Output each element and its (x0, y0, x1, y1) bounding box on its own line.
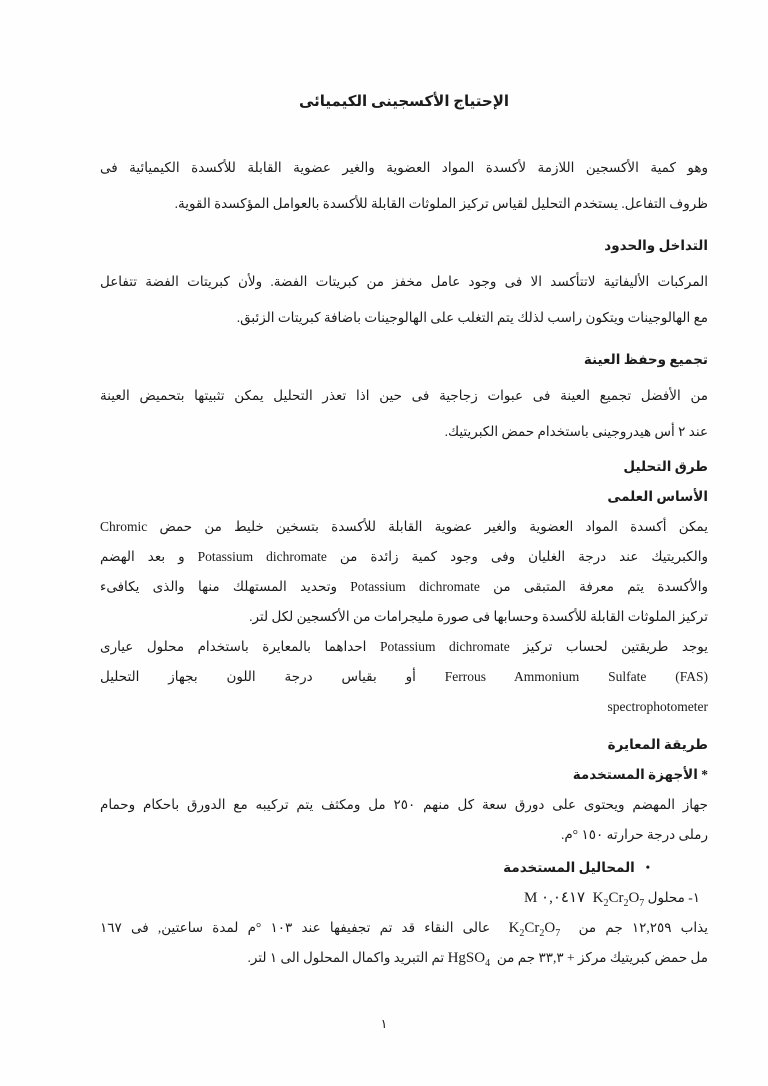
paragraph-line: يوجد طريقتين لحساب تركيز Potassium dichromate احداهما بالمعايرة باستخدام محلول عيارى (100, 639, 708, 654)
section-heading: طريقة المعايرة (607, 737, 708, 752)
paragraph (100, 913, 708, 973)
paragraph-line: جهاز المهضم ويحتوى على دورق سعة كل منهم ٢٥٠ مل ومكثف يتم تركيبه مع الدورق باحكام وحمام (100, 797, 708, 812)
paragraph (100, 512, 708, 632)
paragraph (100, 150, 708, 222)
chemical-formula: HgSO$_4$ (447, 950, 491, 969)
paragraph-line: عند ٢ أس هيدروجينى باستخدام حمض الكبريتيك. (444, 424, 708, 439)
paragraph (100, 264, 708, 336)
paragraph (100, 378, 708, 450)
paragraph-line: وهو كمية الأكسجين اللازمة لأكسدة المواد العضوية والغير عضوية القابلة للأكسدة الكيميائية فى (100, 160, 708, 175)
bullet-label: المحاليل المستخدمة (503, 860, 635, 875)
section-heading: طرق التحليل (623, 459, 708, 474)
chemical-formula: $K_2Cr_2O_7$ (508, 920, 561, 939)
section-heading: الأساس العلمى (607, 489, 708, 504)
paragraph-line: من الأفضل تجميع العينة فى عبوات زجاجية فى حين اذا تعذر التحليل يمكن تثبيتها بتحميض العينة (100, 388, 708, 403)
paragraph-line: Ferrous Ammonium Sulfate (FAS) أو بقياس درجة اللون بجهاز التحليل (100, 669, 708, 684)
paragraph-line: spectrophotometer (607, 699, 708, 714)
paragraph-line: رملى درجة حرارته ١٥٠ °م. (560, 827, 708, 842)
paragraph-line: ظروف التفاعل. يستخدم التحليل لقياس تركيز الملوثات القابلة للأكسدة بالعوامل المؤكسدة القوية. (174, 196, 708, 211)
section-heading: * الأجهزة المستخدمة (572, 767, 708, 782)
paragraph (100, 790, 708, 850)
bullet-list-item (100, 850, 708, 883)
paragraph-line: تركيز الملوثات القابلة للأكسدة وحسابها فى صورة مليجرامات من الأكسجين لكل لتر. (249, 609, 708, 624)
paragraph-line: يمكن أكسدة المواد العضوية والغير عضوية القابلة للأكسدة بتسخين خليط من حمض Chromic (100, 519, 708, 534)
paragraph-line: يذاب ١٢,٢٥٩ جم من $K_2Cr_2O_7$ عالى النقاء قد تم تجفيفها عند ١٠٣ °م لمدة ساعتين, فى ١٦٧ (100, 920, 708, 939)
document-content (100, 84, 708, 973)
paragraph-line: المركبات الأليفاتية لاتتأكسد الا فى وجود عامل مخفز من كبريتات الفضة. ولأن كبريتات الفضة تتفاعل (100, 274, 708, 289)
paragraph-line: مل حمض كبريتيك مركز + ٣٣,٣ جم من HgSO$_4$ تم التبريد واكمال المحلول الى ١ لتر. (247, 950, 708, 969)
chemical-formula: M ٠,٠٤١٧ $K_2Cr_2O_7$ (523, 890, 645, 909)
paragraph-line: والأكسدة يتم معرفة المتبقى من Potassium dichromate وتحديد المستهلك منها والذى يكافىء (100, 579, 708, 594)
page-number: ١ (380, 1017, 388, 1031)
section-heading: التداخل والحدود (604, 238, 708, 253)
paragraph (100, 632, 708, 722)
bullet-icon: • (645, 860, 650, 874)
section-heading: تجميع وحفظ العينة (583, 352, 708, 367)
paragraph-line: والكبريتيك عند درجة الغليان وفى وجود كمية زائدة من Potassium dichromate و بعد الهضم (100, 549, 708, 564)
paragraph-line: مع الهالوجينات ويتكون راسب لذلك يتم التغلب على الهالوجينات باضافة كبريتات الزئبق. (236, 310, 708, 325)
page-title: الإحتياج الأكسجينى الكيميائى (298, 94, 510, 110)
numbered-list-item: ١- محلول M ٠,٠٤١٧ $K_2Cr_2O_7$ (523, 890, 700, 909)
